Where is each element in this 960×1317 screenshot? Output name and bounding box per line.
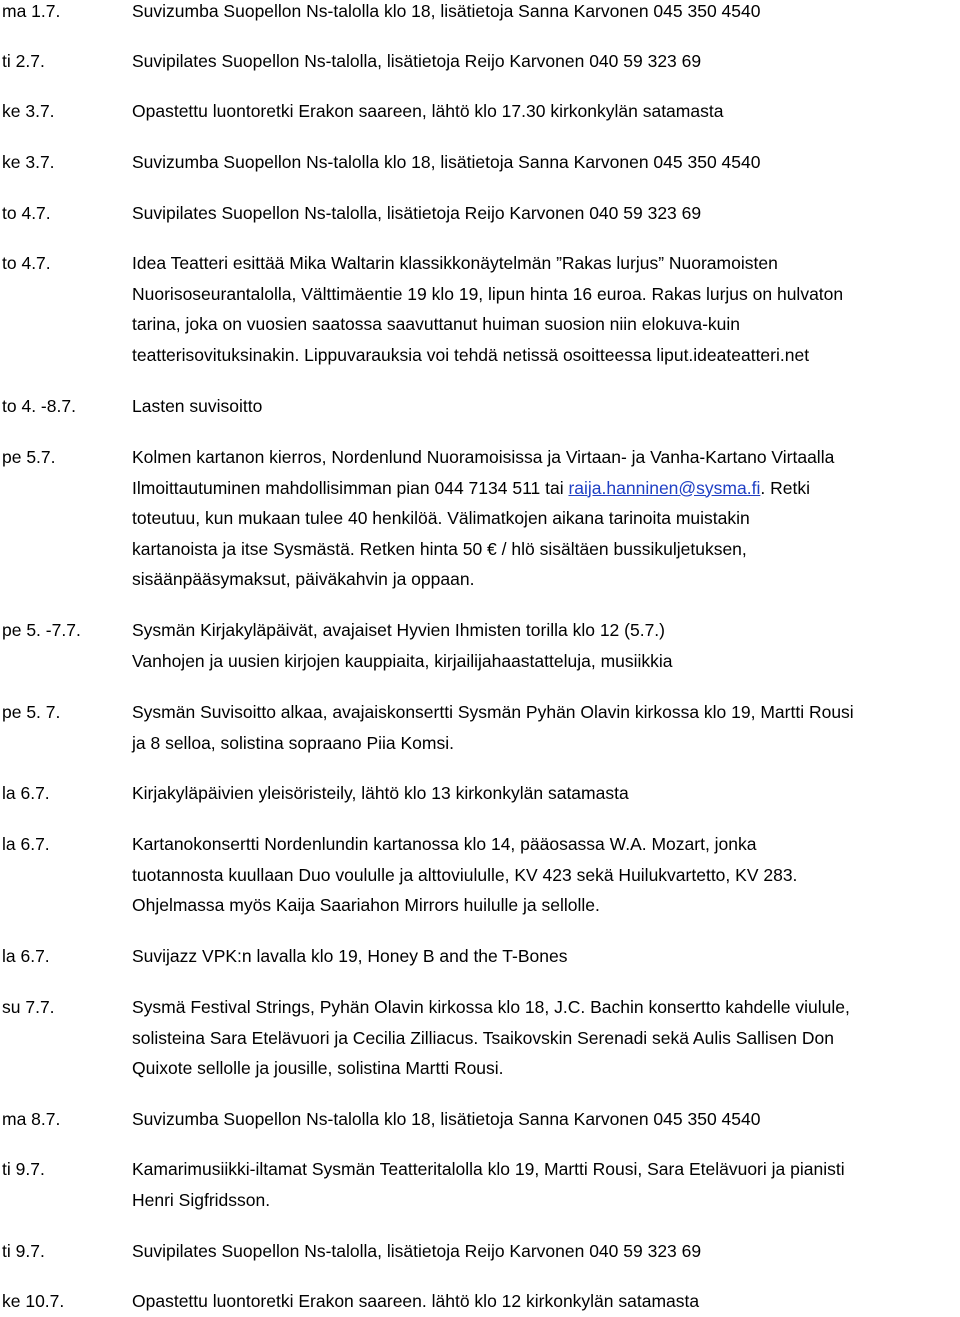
event-description xyxy=(132,1286,960,1317)
description-line: Suvizumba Suopellon Ns-talolla klo 18, lisätietoja Sanna Karvonen 045 350 4540 xyxy=(132,152,761,172)
description-line: Suvipilates Suopellon Ns-talolla, lisätietoja Reijo Karvonen 040 59 323 69 xyxy=(132,203,702,223)
event-date: pe 5. 7. xyxy=(2,702,61,722)
description-line: Suvipilates Suopellon Ns-talolla, lisätietoja Reijo Karvonen 040 59 323 69 xyxy=(132,1241,702,1261)
event-description xyxy=(132,1154,960,1215)
description-line: Idea Teatteri esittää Mika Waltarin klassikkonäytelmän ”Rakas lurjus” Nuoramoisten xyxy=(132,253,778,273)
description-line: Kartanokonsertti Nordenlundin kartanossa klo 14, pääosassa W.A. Mozart, jonka xyxy=(132,834,757,854)
description-line: Henri Sigfridsson. xyxy=(132,1189,271,1210)
description-line: Ohjelmassa myös Kaija Saariahon Mirrors huilulle ja sellolle. xyxy=(132,895,600,915)
description-line: Nuorisoseurantalolla, Välttimäentie 19 klo 19, lipun hinta 16 euroa. Rakas lurjus on hulvaton xyxy=(132,283,844,304)
event-date: pe 5.7. xyxy=(2,447,56,467)
event-description xyxy=(132,941,960,972)
description-line: Suvipilates Suopellon Ns-talolla, lisätietoja Reijo Karvonen 040 59 323 69 xyxy=(132,51,702,71)
event-description xyxy=(132,248,960,370)
event-date: la 6.7. xyxy=(2,946,50,966)
event-description xyxy=(132,198,960,229)
event-description xyxy=(132,96,960,127)
description-line: Kamarimusiikki-iltamat Sysmän Teatteritalolla klo 19, Martti Rousi, Sara Etelävuori ja pianisti xyxy=(132,1159,845,1179)
description-line: tarina, joka on vuosien saatossa saavuttanut huiman suosion niin elokuva-kuin xyxy=(132,314,741,334)
event-description xyxy=(132,391,960,422)
description-line: Sysmä Festival Strings, Pyhän Olavin kirkossa klo 18, J.C. Bachin konsertto kahdelle viulule, xyxy=(132,997,850,1017)
event-description xyxy=(132,442,960,595)
event-description xyxy=(132,1236,960,1267)
description-line: sisäänpääsymaksut, päiväkahvin ja oppaan. xyxy=(132,569,475,589)
description-line: Opastettu luontoretki Erakon saareen, lähtö klo 17.30 kirkonkylän satamasta xyxy=(132,101,724,121)
event-date: ke 10.7. xyxy=(2,1291,65,1311)
description-text: Ilmoittautuminen mahdollisimman pian 044 7134 511 tai xyxy=(132,477,569,498)
event-description xyxy=(132,147,960,178)
event-description xyxy=(132,0,960,27)
description-line: Lasten suvisoitto xyxy=(132,396,263,416)
event-date: to 4.7. xyxy=(2,203,51,223)
description-line: Opastettu luontoretki Erakon saareen. lähtö klo 12 kirkonkylän satamasta xyxy=(132,1291,700,1311)
event-date: pe 5. -7.7. xyxy=(2,620,81,640)
event-description xyxy=(132,992,960,1084)
description-line: Sysmän Suvisoitto alkaa, avajaiskonsertti Sysmän Pyhän Olavin kirkossa klo 19, Martti Rousi xyxy=(132,702,854,722)
description-line: tuotannosta kuullaan Duo voululle ja alttoviululle, KV 423 sekä Huilukvartetto, KV 283. xyxy=(132,864,798,885)
description-line: ja 8 selloa, solistina sopraano Piia Komsi. xyxy=(132,732,454,753)
event-date: to 4.7. xyxy=(2,253,51,273)
event-date: ti 9.7. xyxy=(2,1159,45,1179)
description-line: teatterisovituksinakin. Lippuvarauksia voi tehdä netissä osoitteessa liput.ideateatteri.net xyxy=(132,344,810,365)
description-line: kartanoista ja itse Sysmästä. Retken hinta 50 € / hlö sisältäen bussikuljetuksen, xyxy=(132,538,747,559)
event-date: la 6.7. xyxy=(2,783,50,803)
description-line: Kolmen kartanon kierros, Nordenlund Nuoramoisissa ja Virtaan- ja Vanha-Kartano Virtaalla xyxy=(132,447,835,467)
email-link[interactable]: raija.hanninen@sysma.fi xyxy=(568,477,761,498)
event-description xyxy=(132,1104,960,1135)
description-line: Vanhojen ja uusien kirjojen kauppiaita, kirjailijahaastatteluja, musiikkia xyxy=(132,650,673,671)
event-description xyxy=(132,829,960,921)
description-line: Kirjakyläpäivien yleisöristeily, lähtö klo 13 kirkonkylän satamasta xyxy=(132,783,629,803)
description-line: solisteina Sara Etelävuori ja Cecilia Zilliacus. Tsaikovskin Serenadi sekä Aulis Sallisen Don xyxy=(132,1027,834,1048)
description-line-with-email xyxy=(132,473,960,504)
event-date: su 7.7. xyxy=(2,997,55,1017)
event-date: la 6.7. xyxy=(2,834,50,854)
description-line: Suvijazz VPK:n lavalla klo 19, Honey B and the T-Bones xyxy=(132,946,568,966)
description-line: Quixote sellolle ja jousille, solistina Martti Rousi. xyxy=(132,1058,504,1078)
event-date: ma 8.7. xyxy=(2,1109,61,1129)
description-line: Suvizumba Suopellon Ns-talolla klo 18, lisätietoja Sanna Karvonen 045 350 4540 xyxy=(132,1109,761,1129)
event-description xyxy=(132,778,960,809)
event-date: ti 2.7. xyxy=(2,51,45,71)
event-date: ke 3.7. xyxy=(2,152,55,172)
event-description xyxy=(132,615,960,676)
description-line: Suvizumba Suopellon Ns-talolla klo 18, lisätietoja Sanna Karvonen 045 350 4540 xyxy=(132,1,761,21)
event-description xyxy=(132,697,960,758)
description-line: Sysmän Kirjakyläpäivät, avajaiset Hyvien Ihmisten torilla klo 12 (5.7.) xyxy=(132,620,665,640)
event-date: ti 9.7. xyxy=(2,1241,45,1261)
event-date: to 4. -8.7. xyxy=(2,396,76,416)
event-date: ke 3.7. xyxy=(2,101,55,121)
event-description xyxy=(132,46,960,77)
description-line: toteutuu, kun mukaan tulee 40 henkilöä. Välimatkojen aikana tarinoita muistakin xyxy=(132,508,750,528)
event-date: ma 1.7. xyxy=(2,1,61,21)
description-text: . Retki xyxy=(760,477,810,498)
